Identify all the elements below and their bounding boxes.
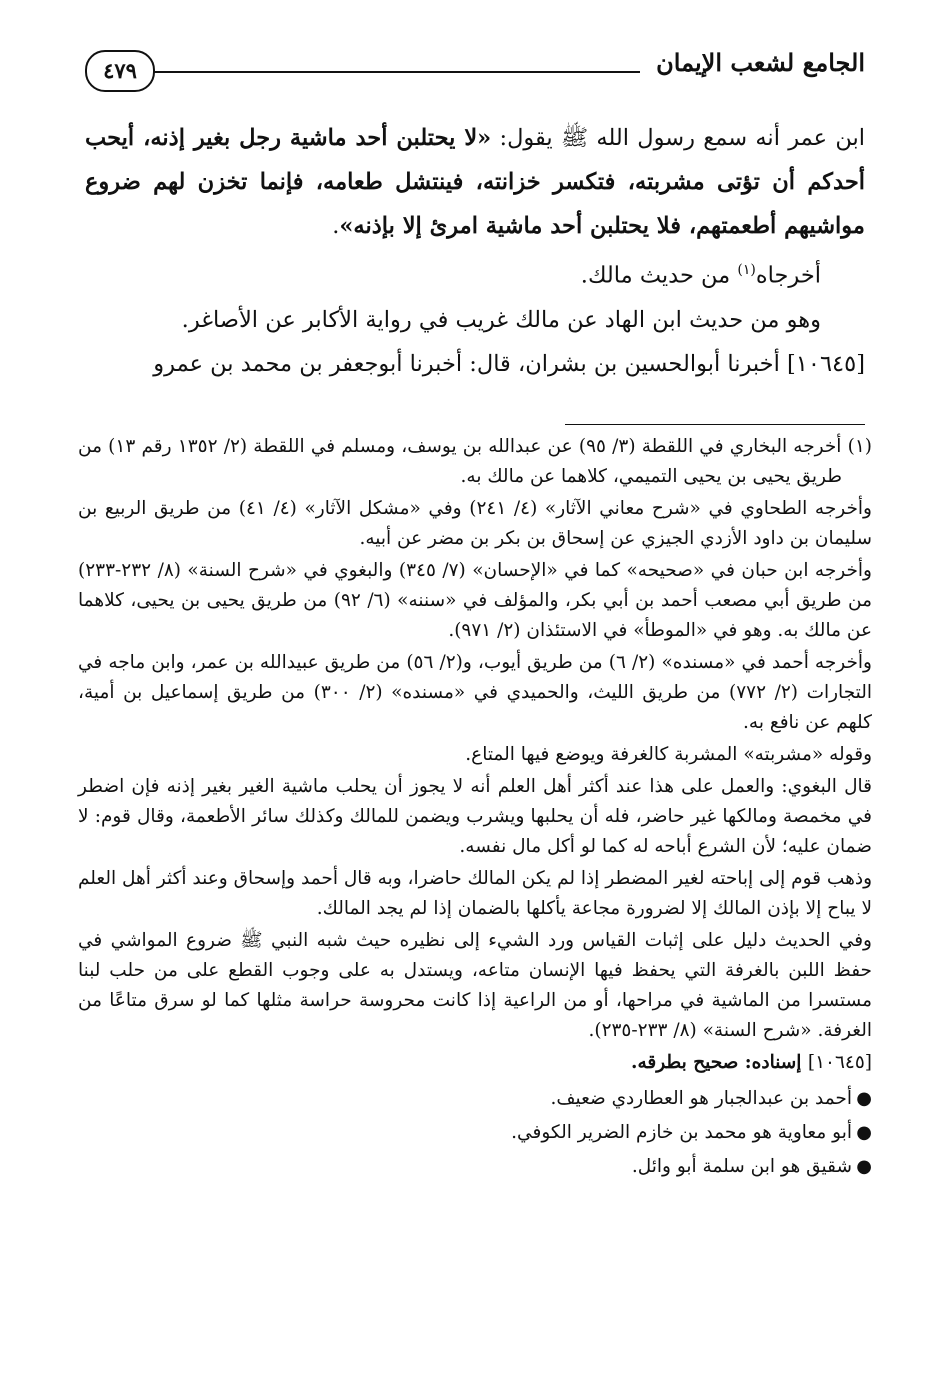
narrator-note: شقيق هو ابن سلمة أبو وائل.: [631, 1156, 852, 1177]
footnote-paragraph-baghawi: قال البغوي: والعمل على هذا عند أكثر أهل العلم أنه لا يجوز أن يحلب ماشية الغير بغير إذنه فإن اضطر في مخمصة ومالكها غير حاضر، فله أن يحلبها ويشرب ويضمن للمالك وكذلك سائر الأطعمة، وقال قوم: لا ضمان عليه؛ لأن الشرع أباحه له كما لو أكل مال نفسه.: [78, 776, 872, 857]
footnote-paragraph-qiyas: وفي الحديث دليل على إثبات القياس ورد الشيء إلى نظيره حيث شبه النبي ﷺ ضروع المواشي في حفظ اللبن بالغرفة التي يحفظ فيها الإنسان متاعه، ويستدل به على وجوب القطع على من حلب لبنا مستسرا من الماشية في مراحها، أو من الراعية إذا كانت محروسة حراسة مثلها كما لو سرق متاعًا من الغرفة. «شرح السنة» (٨/ ٢٣٣-٢٣٥).: [78, 930, 872, 1041]
bullet-icon: ●: [856, 1088, 872, 1109]
hadith-intro: ابن عمر أنه سمع رسول الله ﷺ يقول:: [491, 125, 865, 151]
footnote-marker: (١): [847, 436, 872, 457]
footnote-1: [78, 432, 872, 492]
footnote-paragraph-ahmad: وأخرجه أحمد في «مسنده» (٢/ ٦) من طريق أيوب، و(٢/ ٥٦) من طريق عبيدالله بن عمر، وابن ماجه في التجارات (٢/ ٧٧٢) من طريق الليث، والحميدي في «مسنده» (٢/ ٣٠٠) من طريق إسماعيل بن أمية، كلهم عن نافع به.: [78, 652, 872, 733]
list-item: [78, 1116, 872, 1150]
takhrij-rest: من حديث مالك.: [580, 262, 738, 289]
paragraph-gharib: وهو من حديث ابن الهاد عن مالك غريب في رواية الأكابر عن الأصاغر.: [181, 306, 821, 333]
bullet-icon: ●: [856, 1156, 872, 1177]
page-header: [85, 40, 865, 100]
footnote-paragraph-mashraba: وقوله «مشربته» المشربة كالغرفة ويوضع فيها المتاع.: [465, 744, 872, 765]
hadith-number: [١٠٦٤٥]: [787, 350, 865, 377]
isnad-label: إسناده: صحيح بطرقه.: [631, 1052, 808, 1073]
footnotes: [78, 432, 872, 1184]
isnad-number: [١٠٦٤٥]: [807, 1052, 872, 1073]
paragraph-isnad: [85, 342, 865, 386]
narrator-note: أحمد بن عبدالجبار هو العطاردي ضعيف.: [550, 1088, 852, 1109]
list-item: [78, 1150, 872, 1184]
page-number: ٤٧٩: [85, 50, 155, 92]
paragraph-hadith: [85, 116, 865, 248]
footnote-paragraph-ibn-hibban: وأخرجه ابن حبان في «صحيحه» كما في «الإحسان» (٧/ ٣٤٥) والبغوي في «شرح السنة» (٨/ ٢٣٢-٢٣٣) من طريق أبي مصعب أحمد بن أبي بكر، والمؤلف في «سننه» (٦/ ٩٢) من طريق يحيى بن يحيى، كلاهما عن مالك به. وهو في «الموطأ» في الاستئذان (٢/ ٩٧١).: [78, 560, 872, 641]
footnote-ref: (١): [737, 262, 756, 278]
takhrij-text: أخرجاه: [755, 262, 821, 289]
footnote-divider: [565, 424, 865, 425]
list-item: [78, 1082, 872, 1116]
bullet-icon: ●: [856, 1122, 872, 1143]
isnad-grading: [78, 1048, 872, 1078]
isnad-text: أخبرنا أبوالحسين بن بشران، قال: أخبرنا أبوجعفر بن محمد بن عمرو: [153, 350, 787, 377]
footnote-paragraph-tahawi: وأخرجه الطحاوي في «شرح معاني الآثار» (٤/ ٢٤١) وفي «مشكل الآثار» (٤/ ٤١) من طريق الربيع بن سليمان بن داود الأزدي الجيزي عن إسحاق بن بكر بن مضر عن أبيه.: [78, 498, 872, 549]
running-title: الجامع لشعب الإيمان: [656, 48, 865, 77]
header-rule: [147, 71, 640, 73]
footnote-paragraph-ibaha: وذهب قوم إلى إباحته لغير المضطر إذا لم يكن المالك حاضرا، وبه قال أحمد وإسحاق وعند أكثر أهل العلم لا يباح إلا بإذن المالك إلا لضرورة مجاعة يأكلها بالضمان إذا لم يجد المالك.: [78, 868, 872, 919]
narrator-note: أبو معاوية هو محمد بن خازم الضرير الكوفي.: [511, 1122, 852, 1143]
footnote-1-text: أخرجه البخاري في اللقطة (٣/ ٩٥) عن عبدالله بن يوسف، ومسلم في اللقطة (٢/ ١٣٥٢ رقم ١٣) من طريق يحيى بن يحيى التميمي، كلاهما عن مالك به.: [78, 436, 848, 487]
paragraph-takhrij: [85, 248, 865, 298]
hadith-text: «لا يحتلبن أحد ماشية رجل بغير إذنه، أيحب أحدكم أن تؤتى مشربته، فتكسر خزانته، فينتشل طعامه، فإنما تخزن لهم ضروع مواشيهم أطعمتهم، فلا يحتلبن أحد ماشية امرئ إلا بإذنه»: [85, 125, 865, 239]
main-text: [85, 116, 865, 386]
hadith-end: .: [332, 213, 340, 239]
narrator-list: [78, 1082, 872, 1184]
